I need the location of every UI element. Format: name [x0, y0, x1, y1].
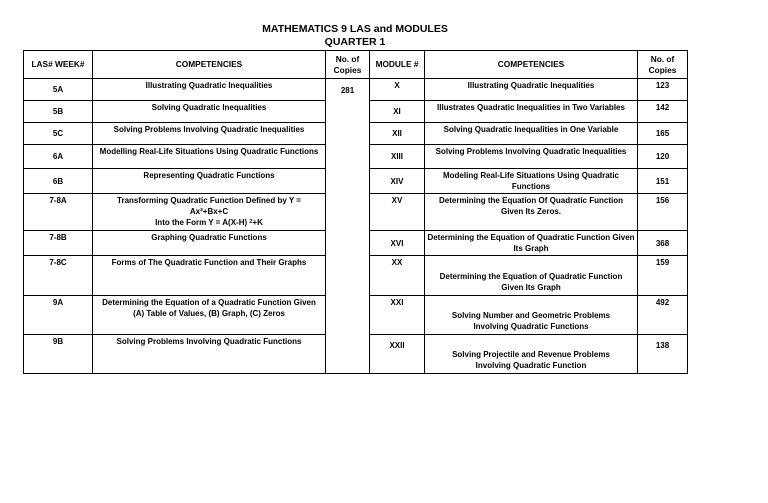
module-competency: Determining the Equation of Quadratic Function Given Its Graph — [425, 256, 638, 296]
module-copies: 120 — [638, 145, 688, 169]
module-number: XIV — [370, 169, 425, 194]
module-competency: Solving Problems Involving Quadratic Inequalities — [425, 145, 638, 169]
module-competency: Modeling Real-Life Situations Using Quadratic Functions — [425, 169, 638, 194]
module-number: XXI — [370, 296, 425, 335]
col-header-copies-right: No. of Copies — [638, 51, 688, 79]
module-competency: Solving Number and Geometric Problems Involving Quadratic Functions — [425, 296, 638, 335]
module-copies: 165 — [638, 123, 688, 145]
document-title: MATHEMATICS 9 LAS and MODULES — [262, 23, 448, 35]
competency-text: Into the Form Y = A(X-H) — [155, 218, 250, 227]
las-competency: Forms of The Quadratic Function and Their Graphs — [93, 256, 326, 296]
competency-line: (A) Table of Values, (B) Graph, (C) Zeros — [133, 309, 285, 318]
module-number: XXII — [370, 335, 425, 374]
las-competency — [93, 194, 326, 231]
module-number: XX — [370, 256, 425, 296]
las-week: 9B — [24, 335, 93, 374]
col-header-competencies-left: COMPETENCIES — [93, 51, 326, 79]
las-competency: Modelling Real-Life Situations Using Quadratic Functions — [93, 145, 326, 169]
module-number: XV — [370, 194, 425, 231]
las-week: 9A — [24, 296, 93, 335]
module-number: XII — [370, 123, 425, 145]
module-copies: 492 — [638, 296, 688, 335]
module-copies: 123 — [638, 79, 688, 101]
superscript: 2 — [249, 219, 253, 225]
module-competency: Illustrates Quadratic Inequalities in Two Variables — [425, 101, 638, 123]
module-copies: 368 — [638, 231, 688, 256]
las-competency: Solving Problems Involving Quadratic Inequalities — [93, 123, 326, 145]
competency-line: Ax²+Bx+C — [189, 207, 229, 216]
competency-line — [95, 217, 323, 228]
las-week: 6A — [24, 145, 93, 169]
module-competency: Solving Projectile and Revenue Problems Involving Quadratic Function — [425, 335, 638, 374]
las-competency — [93, 296, 326, 335]
module-competency: Determining the Equation Of Quadratic Function Given Its Zeros. — [425, 194, 638, 231]
module-copies: 156 — [638, 194, 688, 231]
las-total-copies: 281 — [326, 79, 370, 374]
module-competency: Illustrating Quadratic Inequalities — [425, 79, 638, 101]
competency-text: +K — [252, 218, 263, 227]
las-week: 7-8A — [24, 194, 93, 231]
table-row — [24, 79, 688, 101]
las-week: 7-8C — [24, 256, 93, 296]
module-competency: Determining the Equation of Quadratic Function Given Its Graph — [425, 231, 638, 256]
col-header-competencies-right: COMPETENCIES — [425, 51, 638, 79]
las-week: 7-8B — [24, 231, 93, 256]
las-competency: Representing Quadratic Functions — [93, 169, 326, 194]
competency-line: Determining the Equation of a Quadratic Function Given — [102, 298, 316, 307]
document-subtitle: QUARTER 1 — [324, 36, 386, 48]
module-number: X — [370, 79, 425, 101]
module-copies: 142 — [638, 101, 688, 123]
col-header-module: MODULE # — [370, 51, 425, 79]
las-competency: Graphing Quadratic Functions — [93, 231, 326, 256]
competency-line: Transforming Quadratic Function Defined by Y = — [117, 196, 301, 205]
las-week: 6B — [24, 169, 93, 194]
module-number: XVI — [370, 231, 425, 256]
col-header-copies-left: No. of Copies — [326, 51, 370, 79]
table-header-row — [24, 51, 688, 79]
module-number: XIII — [370, 145, 425, 169]
col-header-las-week: LAS# WEEK# — [24, 51, 93, 79]
module-copies: 159 — [638, 256, 688, 296]
module-copies: 138 — [638, 335, 688, 374]
las-competency: Solving Quadratic Inequalities — [93, 101, 326, 123]
las-competency: Illustrating Quadratic Inequalities — [93, 79, 326, 101]
module-copies: 151 — [638, 169, 688, 194]
module-number: XI — [370, 101, 425, 123]
module-competency: Solving Quadratic Inequalities in One Variable — [425, 123, 638, 145]
las-week: 5C — [24, 123, 93, 145]
las-week: 5B — [24, 101, 93, 123]
las-modules-table — [23, 50, 688, 374]
las-week: 5A — [24, 79, 93, 101]
las-competency: Solving Problems Involving Quadratic Functions — [93, 335, 326, 374]
